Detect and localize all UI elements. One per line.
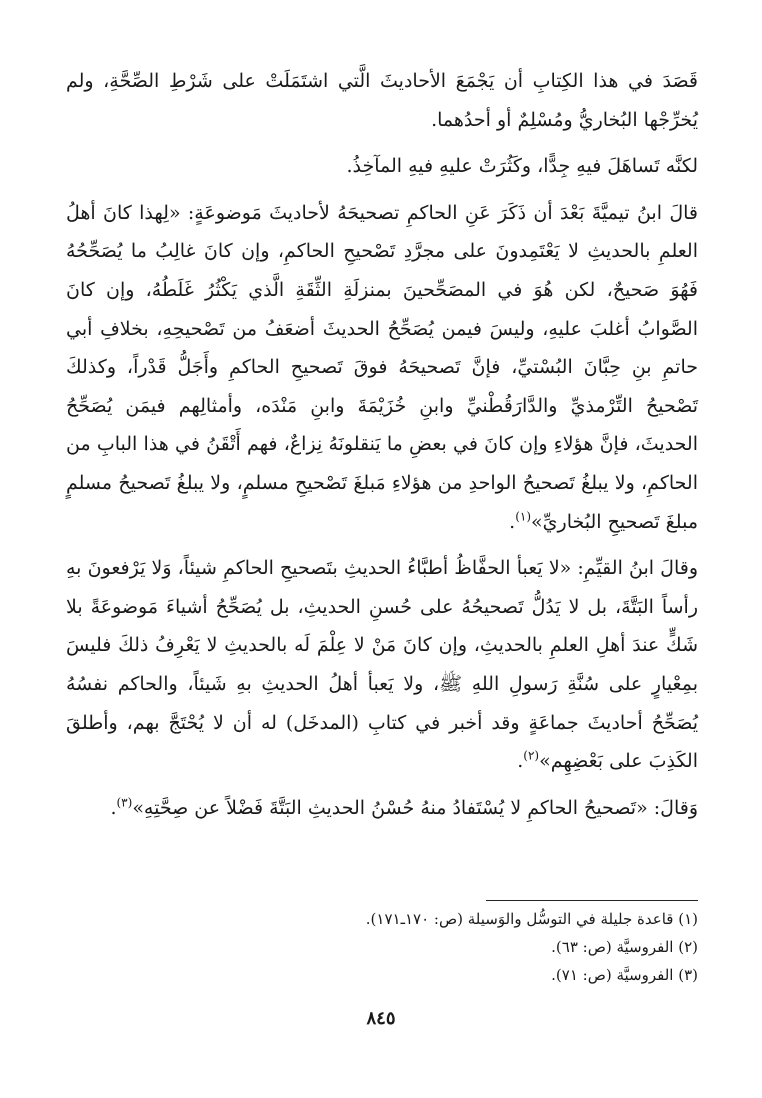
- main-text: [66, 62, 698, 827]
- page-number: ٨٤٥: [366, 1008, 396, 1029]
- footnote-divider: [486, 900, 698, 901]
- paragraph-ibn-taymiyya: قالَ ابنُ تيميَّةَ بَعْدَ أن ذَكَرَ عَنِ الحاكمِ تصحيحَهُ لأحاديثَ مَوضوعَةٍ: «لِهذا كانَ أهلُ العلمِ بالحديثِ لا يَعْتَمِدونَ على مجرَّدِ تَصْحيحِ الحاكمِ، وإن كانَ غالِبُ ما يُصَحِّحُهُ فَهُوَ صَحيحٌ، لكن هُوَ في المصَحِّحينَ بمنزلَةِ الثِّقَةِ الَّذي يَكْثُرُ غَلَطُهُ، وإن كانَ الصَّوابُ أغلبَ عليهِ، وليسَ فيمن يُصَحِّحُ الحديثَ أضعَفُ من تَصْحيحِهِ، بخلافِ أبي حاتمِ بنِ حِبَّانَ البُسْتيِّ، فإنَّ تَصحيحَهُ فوقَ تَصحيحِ الحاكمِ وأَجَلُّ قَدْراً، وكذلكَ تَصْحيحُ التِّرْمذيِّ والدَّارَقُطْنيِّ وابنِ خُزَيْمَةَ وابنِ مَنْدَه، وأمثالِهم فيمَن يُصَحِّحُ الحديثَ، فإنَّ هؤلاءِ وإن كانَ في بعضِ ما يَنقلونَهُ نِزاعٌ، فهم أَتْقَنُ في هذا البابِ من الحاكمِ، ولا يبلغُ تَصحيحُ الواحدِ من هؤلاءِ مَبلغَ تَصْحيحِ مسلمٍ، ولا يبلغُ تَصحيحُ مسلمٍ مبلغَ تَصحيحِ البُخاريِّ»$^{(١)}$.: [66, 201, 698, 533]
- footnote-1: (١) قاعدة جليلة في التوسُّل والوَسيلة (ص: ١٧٠ـ١٧١).: [365, 910, 698, 928]
- footnotes: [66, 905, 698, 989]
- paragraph-1-text: قَصَدَ في هذا الكِتابِ أن يَجْمَعَ الأحاديثَ الَّتي اشتَمَلَتْ على شَرْطِ الصِّحَّةِ، ولم يُخرِّجْها البُخاريُّ ومُسْلِمٌ أو أحدُهما.: [66, 70, 698, 131]
- footnote-ref-3[interactable]: (٣): [116, 795, 133, 810]
- paragraph-ibn-qayyim: وقالَ ابنُ القيِّمِ: «لا يَعبأ الحفَّاظُ أطبَّاءُ الحديثِ بتَصحيحِ الحاكمِ شيئاً، وَلا يَرْفعونَ بهِ رأساً البَتَّةَ، بل لا يَدُلُّ تَصحيحُهُ على حُسنِ الحديثِ، بل يُصَحِّحُ أشياءَ مَوضوعَةً بلا شَكٍّ عندَ أهلِ العلمِ بالحديثِ، وإن كانَ مَنْ لا عِلْمَ لَه بالحديثِ لا يَعْرِفُ ذلكَ فليسَ بمِعْيارٍ على سُنَّةِ رَسولِ اللهِ ﷺ، ولا يَعبأ أهلُ الحديثِ بهِ شَيئاً، والحاكم نفسُهُ يُصَحِّحُ أحاديثَ جماعَةٍ وقد أخبر في كتابِ (المدخَل) له أن لا يُحْتَجَّ بهم، وأطلقَ الكَذِبَ على بَعْضِهِم»$^{(٢)}$.: [66, 557, 698, 773]
- paragraph-5: وَقالَ: «تَصحيحُ الحاكمِ لا يُسْتَفادُ منهُ حُسْنُ الحديثِ البَتَّةَ فَضْلاً عن صِحَّتِهِ»$^{(٣)}$.: [110, 795, 698, 819]
- footnote-ref-1[interactable]: (١): [515, 509, 532, 524]
- paragraph-1: [66, 62, 698, 139]
- footnote-2: (٢) الفروسيَّة (ص: ٦٣).: [551, 938, 698, 956]
- footnote-3: (٣) الفروسيَّة (ص: ٧١).: [551, 966, 698, 984]
- paragraph-4-text: وقالَ ابنُ القيِّمِ: «لا يَعبأ الحفَّاظُ أطبَّاءُ الحديثِ بتَصحيحِ الحاكمِ شيئاً، وَلا يَرْفعونَ بهِ رأساً البَتَّةَ، بل لا يَدُلُّ تَصحيحُهُ على حُسنِ الحديثِ، بل يُصَحِّحُ أشياءَ مَوضوعَةً بلا شَكٍّ عندَ أهلِ العلمِ بالحديثِ، وإن كانَ مَنْ لا عِلْمَ لَه بالحديثِ لا يَعْرِفُ ذلكَ فليسَ بمِعْيارٍ على سُنَّةِ رَسولِ اللهِ ﷺ، ولا يَعبأ أهلُ الحديثِ بهِ شَيئاً، والحاكم نفسُهُ يُصَحِّحُ أحاديثَ جماعَةٍ وقد أخبر في كتابِ (المدخَل) له أن لا يُحْتَجَّ بهم، وأطلقَ الكَذِبَ على بَعْضِهِم»: [66, 557, 698, 773]
- paragraph-2-text: لكنَّه تَساهَلَ فيهِ جِدًّا، وكَثُرَتْ عليهِ فيهِ المآخِذُ.: [346, 155, 698, 178]
- paragraph-2: [66, 147, 698, 186]
- footnote-ref-2[interactable]: (٢): [523, 748, 540, 763]
- paragraph-5-text: وَقالَ: «تَصحيحُ الحاكمِ لا يُسْتَفادُ منهُ حُسْنُ الحديثِ البَتَّةَ فَضْلاً عن صِحَّتِهِ»: [132, 796, 698, 819]
- paragraph-3-text: قالَ ابنُ تيميَّةَ بَعْدَ أن ذَكَرَ عَنِ الحاكمِ تصحيحَهُ لأحاديثَ مَوضوعَةٍ: «لِهذا كانَ أهلُ العلمِ بالحديثِ لا يَعْتَمِدونَ على مجرَّدِ تَصْحيحِ الحاكمِ، وإن كانَ غالِبُ ما يُصَحِّحُهُ فَهُوَ صَحيحٌ، لكن هُوَ في المصَحِّحينَ بمنزلَةِ الثِّقَةِ الَّذي يَكْثُرُ غَلَطُهُ، وإن كانَ الصَّوابُ أغلبَ عليهِ، وليسَ فيمن يُصَحِّحُ الحديثَ أضعَفُ من تَصْحيحِهِ، بخلافِ أبي حاتمِ بنِ حِبَّانَ البُسْتيِّ، فإنَّ تَصحيحَهُ فوقَ تَصحيحِ الحاكمِ وأَجَلُّ قَدْراً، وكذلكَ تَصْحيحُ التِّرْمذيِّ والدَّارَقُطْنيِّ وابنِ خُزَيْمَةَ وابنِ مَنْدَه، وأمثالِهم فيمَن يُصَحِّحُ الحديثَ، فإنَّ هؤلاءِ وإن كانَ في بعضِ ما يَنقلونَهُ نِزاعٌ، فهم أَتْقَنُ في هذا البابِ من الحاكمِ، ولا يبلغُ تَصحيحُ الواحدِ من هؤلاءِ مَبلغَ تَصْحيحِ مسلمٍ، ولا يبلغُ تَصحيحُ مسلمٍ مبلغَ تَصحيحِ البُخاريِّ»: [66, 201, 698, 533]
